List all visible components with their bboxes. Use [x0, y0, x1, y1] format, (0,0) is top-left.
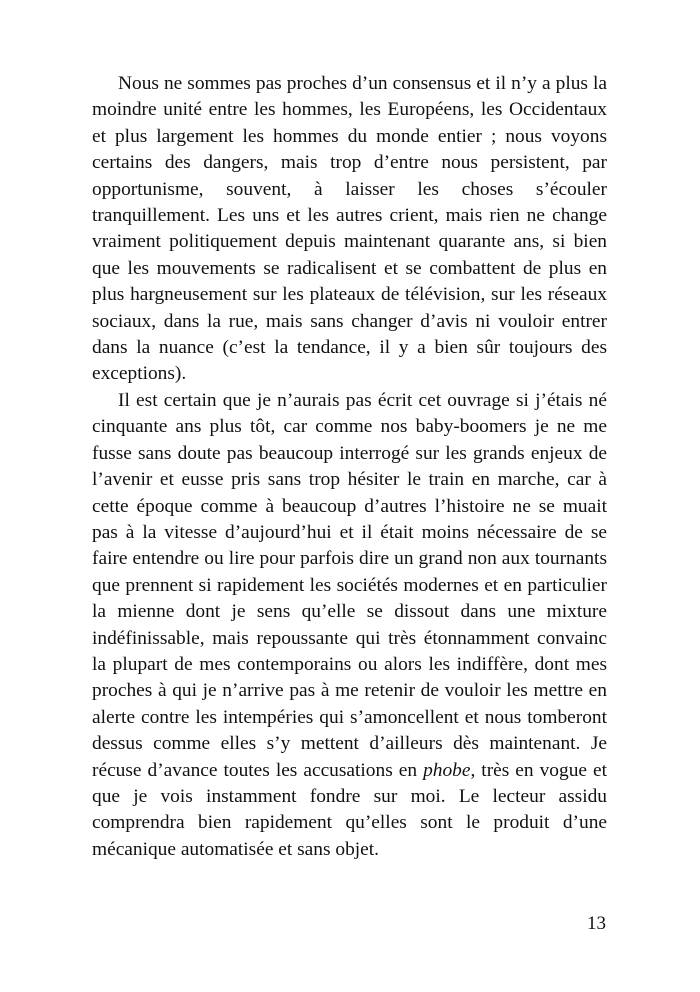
paragraph-2-text-start: Il est certain que je n’aurais pas écrit cet ouvrage si j’étais né cinquante ans plus tôt, car comme nos baby-boomers je ne me fusse sans doute pas beaucoup interrogé sur les grands enjeux de l’avenir et eusse pris sans trop hésiter le train en marche, car à cette époque comme à beaucoup d’autres l’histoire ne se muait pas à la vitesse d’aujourd’hui et il était moins nécessaire de se faire entendre ou lire pour parfois dire un grand non aux tournants que prennent si rapidement les sociétés modernes et en particulier la mienne dont je sens qu’elle se dissout dans une mixture indéfinissable, mais repoussante qui très étonnamment convainc la plupart de mes contemporains ou alors les indiffère, dont mes proches à qui je n’arrive pas à me retenir de vouloir les mettre en alerte contre les intempéries qui s’amoncellent et nous tomberont dessus comme elles s’y mettent d’ailleurs dès maintenant. Je récuse d’avance toutes les accusations en	[92, 389, 607, 781]
paragraph-1: Nous ne sommes pas proches d’un consensus et il n’y a plus la moindre unité entre les hommes, les Européens, les Occidentaux et plus largement les hommes du monde entier ; nous voyons certains des dangers, mais trop d’entre nous persistent, par opportunisme, souvent, à laisser les choses s’écouler tranquillement. Les uns et les autres crient, mais rien ne change vraiment politiquement depuis maintenant quarante ans, si bien que les mouvements se radicalisent et se combattent de plus en plus hargneusement sur les plateaux de télévision, sur les réseaux sociaux, dans la rue, mais sans changer d’avis ni vouloir entrer dans la nuance (c’est la tendance, il y a bien sûr toujours des exceptions).	[92, 73, 607, 385]
paragraph-2	[92, 388, 607, 863]
italic-word: phobe	[423, 759, 471, 781]
body-text	[92, 71, 607, 863]
paragraph-2-text-end: , très en vogue et que je vois instamment fondre sur moi. Le lecteur assidu comprendra bien rapidement qu’elles sont le produit d’une mécanique automatisée et sans objet.	[92, 759, 607, 860]
page-number: 13	[587, 913, 606, 934]
